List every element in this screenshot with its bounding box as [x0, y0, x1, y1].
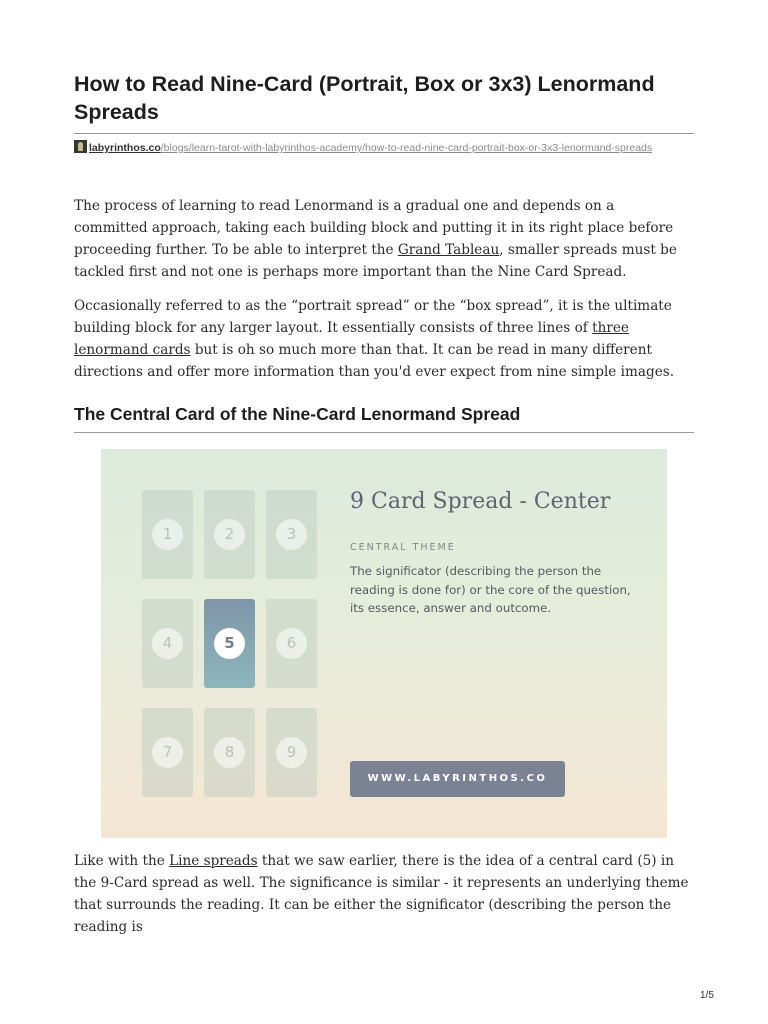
- grand-tableau-link[interactable]: Grand Tableau: [397, 242, 500, 258]
- spread-card-number: 8: [214, 737, 245, 768]
- spread-card-7: [142, 708, 193, 797]
- paragraph-1: [74, 195, 690, 283]
- source-link-row: [74, 140, 674, 156]
- paragraph-2-text-b: but is oh so much more than that. It can be read in many different directions and offer more information than you'd ever expect from nine simple images.: [74, 342, 675, 380]
- paragraph-3-text-a: Like with the: [74, 853, 170, 869]
- source-domain-link[interactable]: labyrinthos.co: [89, 142, 161, 154]
- spread-image-title: 9 Card Spread - Center: [350, 489, 611, 514]
- spread-card-3: [266, 490, 317, 579]
- paragraph-3-text-b: that we saw earlier, there is the idea of a central card (5) in the 9-Card spread as well. The significance is similar - it represents an underlying theme that surrounds the reading. It can be either the significator (describing the person the reading is: [74, 853, 689, 935]
- spread-image-subtitle: CENTRAL THEME: [350, 542, 456, 553]
- spread-card-6: [266, 599, 317, 688]
- spread-card-number: 9: [276, 737, 307, 768]
- page-title: How to Read Nine-Card (Portrait, Box or 3x3) Lenormand Spreads: [74, 72, 655, 124]
- source-path-link[interactable]: /blogs/learn-tarot-with-labyrinthos-academy/how-to-read-nine-card-portrait-box-or-3x3-lenormand-spreads: [160, 142, 653, 154]
- spread-card-number: 2: [214, 519, 245, 550]
- section-divider: [74, 432, 694, 433]
- spread-card-number: 4: [152, 628, 183, 659]
- spread-card-4: [142, 599, 193, 688]
- website-button: WWW.LABYRINTHOS.CO: [350, 761, 565, 797]
- spread-card-8: [204, 708, 255, 797]
- paragraph-3: [74, 850, 690, 938]
- spread-card-9: [266, 708, 317, 797]
- spread-image-description: The significator (describing the person the reading is done for) or the core of the question, its essence, answer and outcome.: [350, 564, 631, 615]
- paragraph-2: [74, 295, 690, 383]
- spread-card-number: 6: [276, 628, 307, 659]
- paragraph-1-text-a: The process of learning to read Lenormand is a gradual one and depends on a committed approach, taking each building block and putting it in its right place before proceeding further. To be able to interpret the: [74, 198, 674, 258]
- page-number: 1/5: [700, 990, 714, 1001]
- spread-card-2: [204, 490, 255, 579]
- labyrinthos-favicon-icon: [74, 140, 87, 153]
- section-title: The Central Card of the Nine-Card Lenormand Spread: [74, 404, 521, 424]
- spread-card-number: 7: [152, 737, 183, 768]
- spread-card-number: 1: [152, 519, 183, 550]
- spread-card-number: 5: [214, 628, 245, 659]
- spread-card-5: [204, 599, 255, 688]
- line-spreads-link[interactable]: Line spreads: [169, 853, 258, 869]
- nine-card-spread-image: [101, 449, 667, 838]
- three-lenormand-cards-link[interactable]: three lenormand cards: [74, 320, 629, 358]
- spread-card-1: [142, 490, 193, 579]
- spread-card-number: 3: [276, 519, 307, 550]
- title-divider: [74, 133, 694, 134]
- paragraph-1-text-b: , smaller spreads must be tackled first and not one is perhaps more important than the Nine Card Spread.: [74, 242, 677, 280]
- paragraph-2-text-a: Occasionally referred to as the “portrait spread” or the “box spread”, it is the ultimate building block for any larger layout. It essentially consists of three lines of: [74, 298, 672, 336]
